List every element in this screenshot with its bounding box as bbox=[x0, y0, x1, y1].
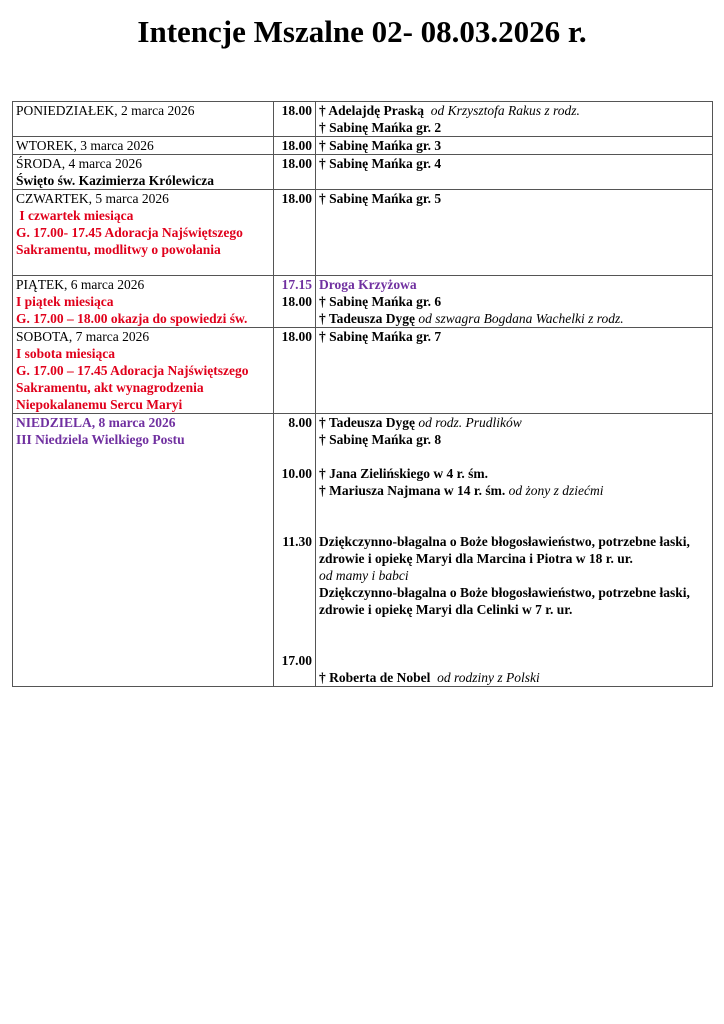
intention: † Sabinę Mańka gr. 7 bbox=[319, 329, 442, 344]
intention: † Tadeusza Dygę od rodz. Prudlików bbox=[319, 415, 522, 430]
time-cell bbox=[274, 414, 316, 687]
day-note: G. 17.00- 17.45 Adoracja Najświętszego bbox=[16, 225, 243, 240]
intention: Dziękczynno-błagalna o Boże błogosławieństwo, potrzebne łaski, zdrowie i opiekę Maryi dla Celinki w 7 r. ur. bbox=[319, 585, 690, 617]
day-cell bbox=[13, 102, 274, 137]
day-cell bbox=[13, 276, 274, 328]
intentions-cell bbox=[316, 190, 713, 276]
day-cell bbox=[13, 328, 274, 414]
time-cell bbox=[274, 155, 316, 190]
time-cell bbox=[274, 102, 316, 137]
day-cell bbox=[13, 190, 274, 276]
intention: † Sabinę Mańka gr. 2 bbox=[319, 120, 442, 135]
intentions-cell bbox=[316, 155, 713, 190]
day-note: Sakramentu, akt wynagrodzenia bbox=[16, 380, 204, 395]
intention-donor: od Krzysztofa Rakus z rodz. bbox=[430, 103, 580, 118]
day-note: I sobota miesiąca bbox=[16, 346, 115, 361]
table-row bbox=[13, 137, 713, 155]
intention-donor: od rodz. Prudlików bbox=[418, 415, 522, 430]
table-row bbox=[13, 328, 713, 414]
intentions-cell bbox=[316, 414, 713, 687]
page-title: Intencje Mszalne 02- 08.03.2026 r. bbox=[137, 14, 587, 49]
mass-time: 11.30 bbox=[282, 534, 312, 549]
day-label: WTOREK, 3 marca 2026 bbox=[16, 138, 154, 153]
intention-donor: od żony z dziećmi bbox=[508, 483, 604, 498]
intention: † Roberta de Nobel od rodziny z Polski bbox=[319, 670, 540, 685]
intentions-cell bbox=[316, 102, 713, 137]
mass-time: 17.15 bbox=[281, 277, 312, 292]
time-cell bbox=[274, 276, 316, 328]
table-row bbox=[13, 155, 713, 190]
mass-time: 18.00 bbox=[281, 329, 312, 344]
intention: Dziękczynno-błagalna o Boże błogosławieństwo, potrzebne łaski, zdrowie i opiekę Maryi dla Marcina i Piotra w 18 r. ur. bbox=[319, 534, 690, 566]
intention-donor: od rodziny z Polski bbox=[437, 670, 540, 685]
intention-donor: od mamy i babci bbox=[319, 568, 409, 583]
table-row bbox=[13, 190, 713, 276]
time-cell bbox=[274, 328, 316, 414]
day-note: G. 17.00 – 17.45 Adoracja Najświętszego bbox=[16, 363, 249, 378]
intention: † Sabinę Mańka gr. 5 bbox=[319, 191, 442, 206]
mass-time: 18.00 bbox=[281, 103, 312, 118]
day-note: Święto św. Kazimierza Królewicza bbox=[16, 173, 214, 188]
day-note: G. 17.00 – 18.00 okazja do spowiedzi św. bbox=[16, 311, 248, 326]
intention: † Jana Zielińskiego w 4 r. śm. bbox=[319, 466, 489, 481]
table-row bbox=[13, 276, 713, 328]
day-note: Sakramentu, modlitwy o powołania bbox=[16, 242, 221, 257]
intention: Droga Krzyżowa bbox=[319, 277, 417, 292]
mass-time: 18.00 bbox=[281, 294, 312, 309]
day-label: PIĄTEK, 6 marca 2026 bbox=[16, 277, 145, 292]
table-row bbox=[13, 414, 713, 687]
mass-time: 18.00 bbox=[281, 156, 312, 171]
intention: † Sabinę Mańka gr. 4 bbox=[319, 156, 442, 171]
day-note: Niepokalanemu Sercu Maryi bbox=[16, 397, 183, 412]
day-label: NIEDZIELA, 8 marca 2026 bbox=[16, 415, 176, 430]
intention: † Sabinę Mańka gr. 3 bbox=[319, 138, 442, 153]
day-cell bbox=[13, 414, 274, 687]
day-note: I czwartek miesiąca bbox=[16, 208, 134, 223]
mass-time: 10.00 bbox=[281, 466, 312, 481]
intention: † Sabinę Mańka gr. 8 bbox=[319, 432, 442, 447]
day-note: I piątek miesiąca bbox=[16, 294, 114, 309]
intentions-cell bbox=[316, 328, 713, 414]
table-row bbox=[13, 102, 713, 137]
time-cell bbox=[274, 137, 316, 155]
intentions-cell bbox=[316, 137, 713, 155]
mass-time: 8.00 bbox=[288, 415, 312, 430]
day-label: ŚRODA, 4 marca 2026 bbox=[16, 156, 142, 171]
day-label: SOBOTA, 7 marca 2026 bbox=[16, 329, 150, 344]
intention: † Tadeusza Dygę od szwagra Bogdana Wachelki z rodz. bbox=[319, 311, 624, 326]
intention: † Mariusza Najmana w 14 r. śm. od żony z dziećmi bbox=[319, 483, 604, 498]
intentions-cell bbox=[316, 276, 713, 328]
day-label: CZWARTEK, 5 marca 2026 bbox=[16, 191, 169, 206]
time-cell bbox=[274, 190, 316, 276]
intention: † Sabinę Mańka gr. 6 bbox=[319, 294, 442, 309]
intention: † Adelajdę Praską od Krzysztofa Rakus z rodz. bbox=[319, 103, 580, 118]
mass-intentions-table bbox=[12, 101, 713, 687]
mass-time: 18.00 bbox=[281, 191, 312, 206]
day-note: III Niedziela Wielkiego Postu bbox=[16, 432, 185, 447]
mass-time: 17.00 bbox=[281, 653, 312, 668]
day-cell bbox=[13, 155, 274, 190]
day-cell bbox=[13, 137, 274, 155]
day-label: PONIEDZIAŁEK, 2 marca 2026 bbox=[16, 103, 195, 118]
mass-time: 18.00 bbox=[281, 138, 312, 153]
intention-donor: od szwagra Bogdana Wachelki z rodz. bbox=[418, 311, 624, 326]
